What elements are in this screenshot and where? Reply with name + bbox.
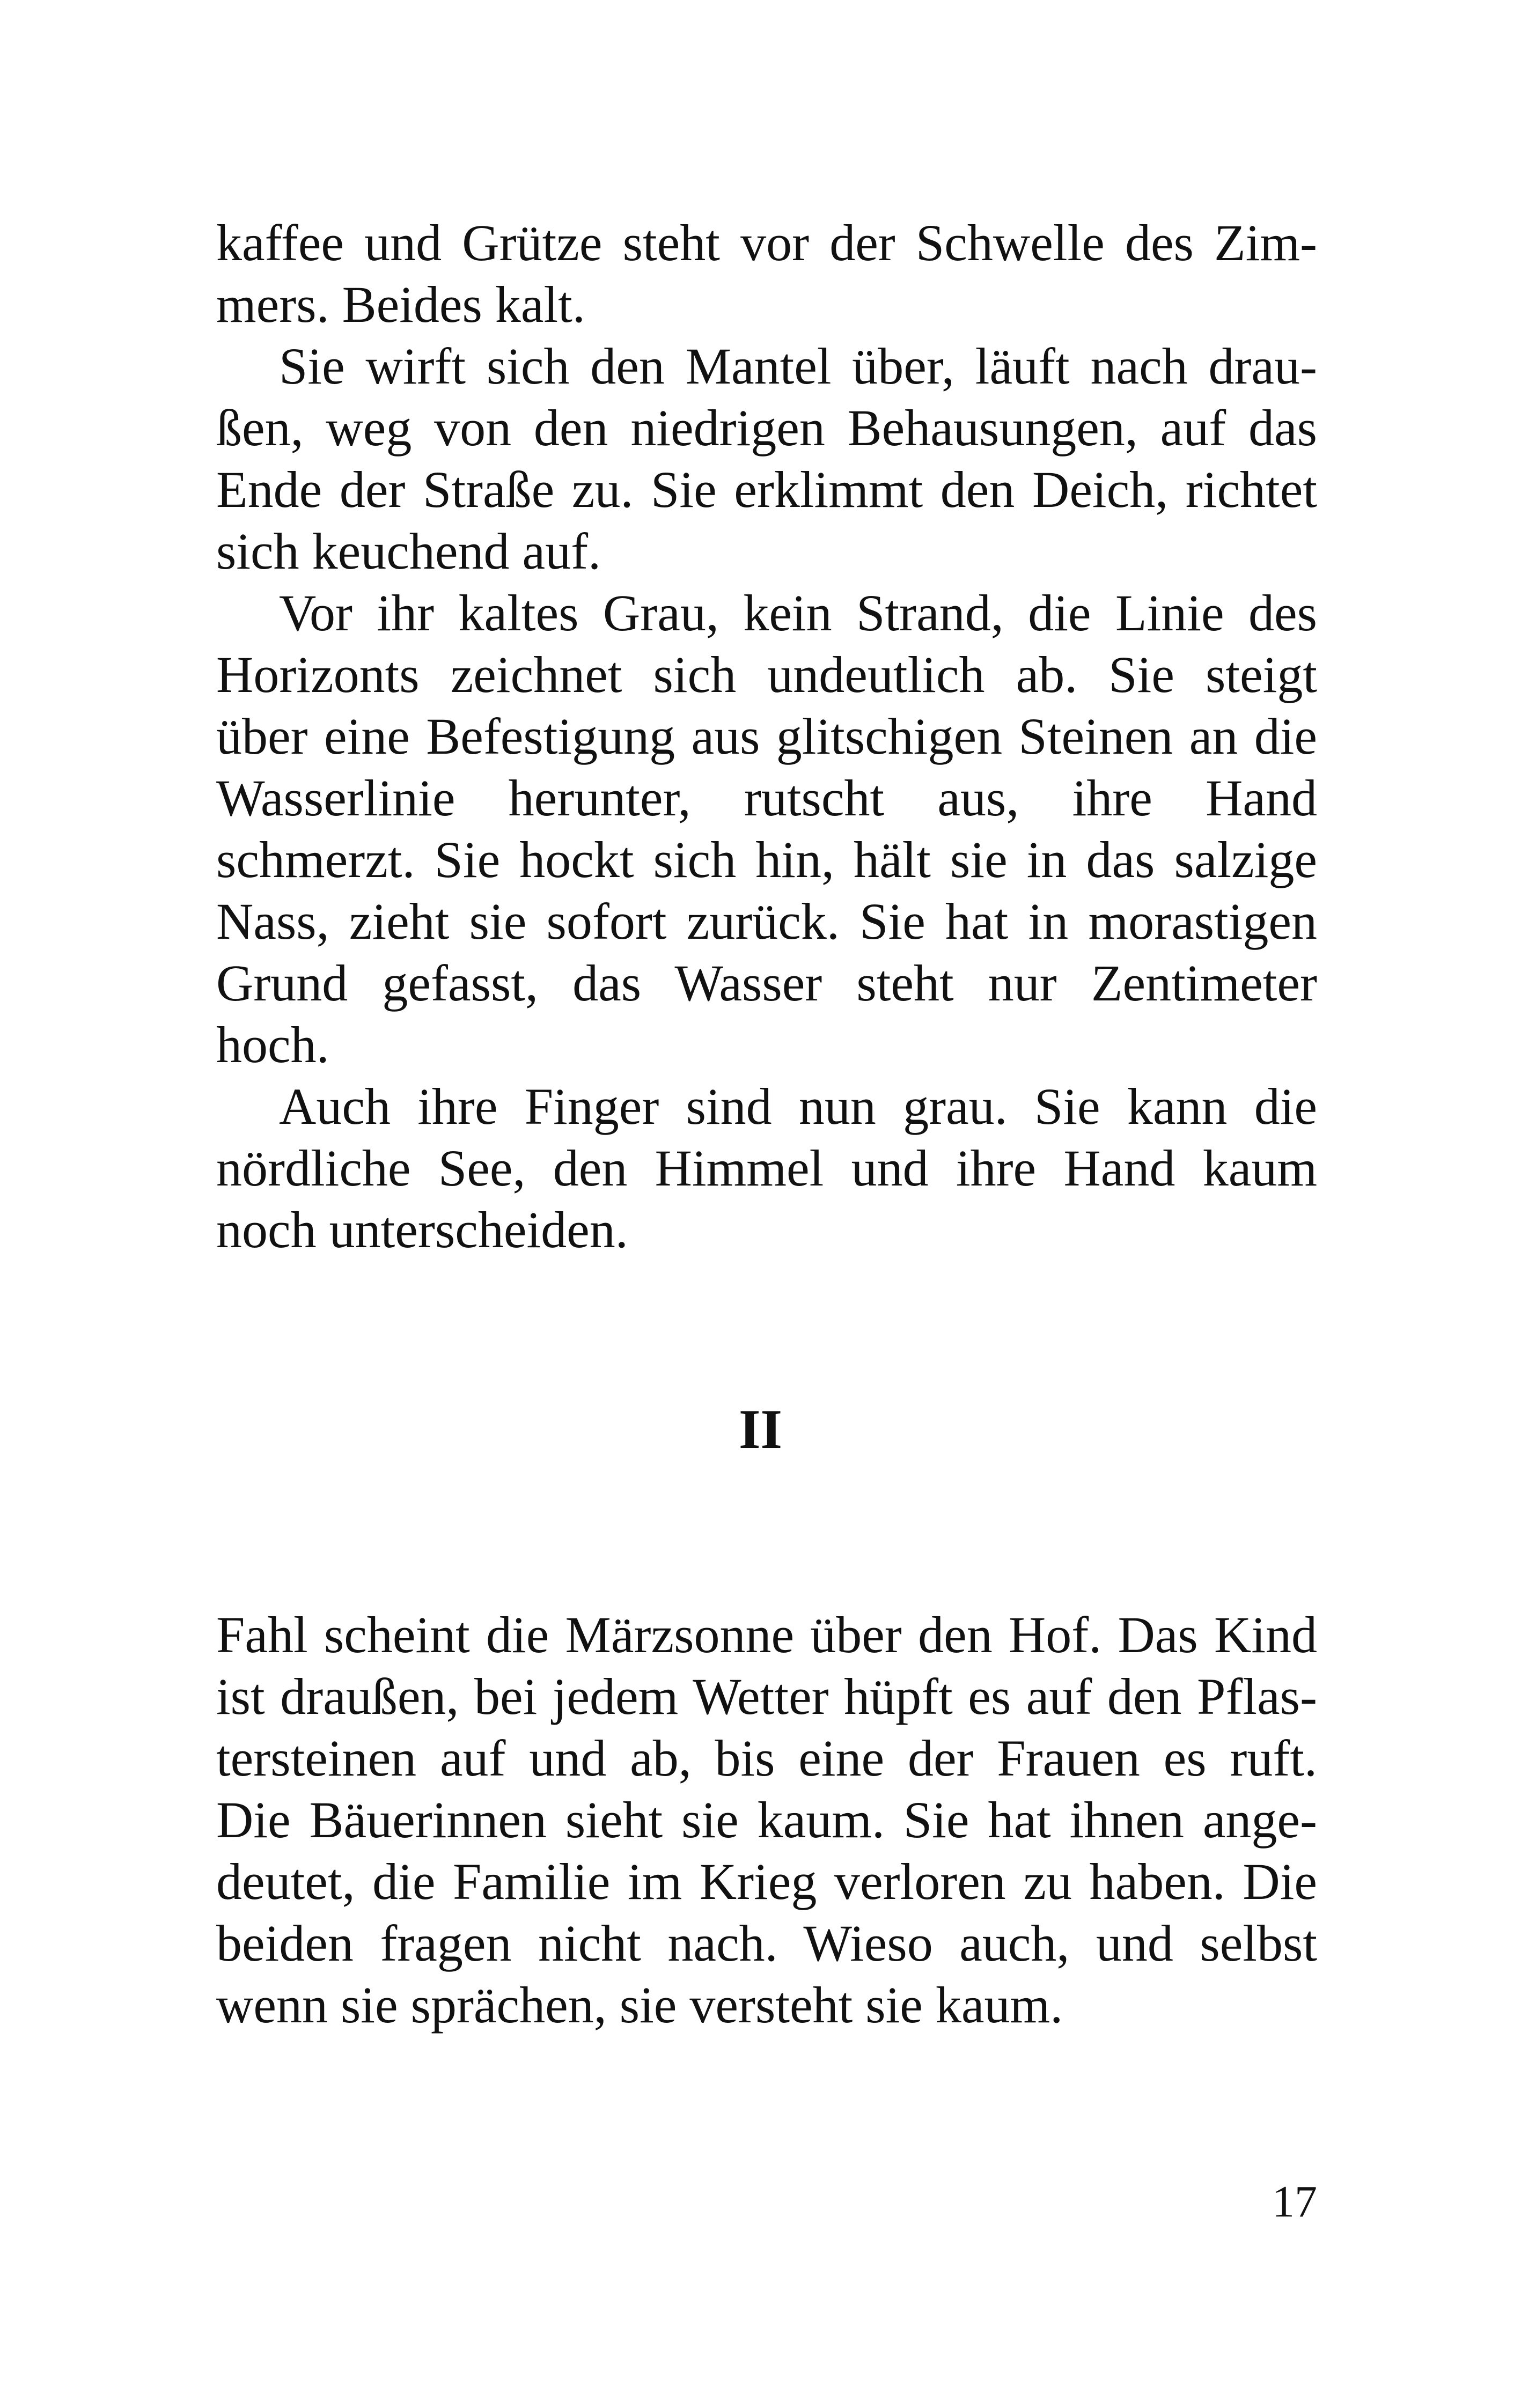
- text-line: wenn sie sprächen, sie versteht sie kaum.: [216, 1976, 1063, 2034]
- text-line: über eine Befestigung aus glitschigen Steinen an die: [216, 708, 1317, 765]
- text-line: Die Bäuerinnen sieht sie kaum. Sie hat ihnen ange-: [216, 1791, 1317, 1849]
- text-line: Fahl scheint die Märzsonne über den Hof. Das Kind: [216, 1606, 1317, 1663]
- text-line: tersteinen auf und ab, bis eine der Frauen es ruft.: [216, 1729, 1317, 1787]
- text-line: Vor ihr kaltes Grau, kein Strand, die Linie des: [279, 584, 1317, 642]
- text-line: mers. Beides kalt.: [216, 276, 585, 333]
- text-line: deutet, die Familie im Krieg verloren zu haben. Die: [216, 1853, 1317, 1910]
- text-line: sich keuchend auf.: [216, 522, 601, 580]
- text-line: nördliche See, den Himmel und ihre Hand kaum: [216, 1139, 1317, 1197]
- chapter-heading: II: [739, 1398, 782, 1460]
- text-line: noch unterscheiden.: [216, 1201, 628, 1258]
- page-number: 17: [1272, 2177, 1317, 2227]
- text-line: Auch ihre Finger sind nun grau. Sie kann die: [279, 1078, 1317, 1135]
- text-line: beiden fragen nicht nach. Wieso auch, und selbst: [216, 1914, 1317, 1972]
- text-line: ist draußen, bei jedem Wetter hüpft es auf den Pflas-: [216, 1668, 1317, 1725]
- text-line: Sie wirft sich den Mantel über, läuft nach drau-: [279, 337, 1317, 395]
- text-line: Grund gefasst, das Wasser steht nur Zentimeter: [216, 954, 1317, 1012]
- text-line: Nass, zieht sie sofort zurück. Sie hat in morastigen: [216, 893, 1317, 950]
- text-line: kaffee und Grütze steht vor der Schwelle des Zim-: [216, 214, 1317, 271]
- text-line: ßen, weg von den niedrigen Behausungen, auf das: [216, 399, 1317, 456]
- text-line: Horizonts zeichnet sich undeutlich ab. Sie steigt: [216, 646, 1317, 703]
- text-line: Ende der Straße zu. Sie erklimmt den Deich, richtet: [216, 461, 1317, 518]
- text-line: schmerzt. Sie hockt sich hin, hält sie in das salzige: [216, 831, 1317, 888]
- text-line: Wasserlinie herunter, rutscht aus, ihre Hand: [216, 769, 1317, 827]
- text-line: hoch.: [216, 1016, 329, 1073]
